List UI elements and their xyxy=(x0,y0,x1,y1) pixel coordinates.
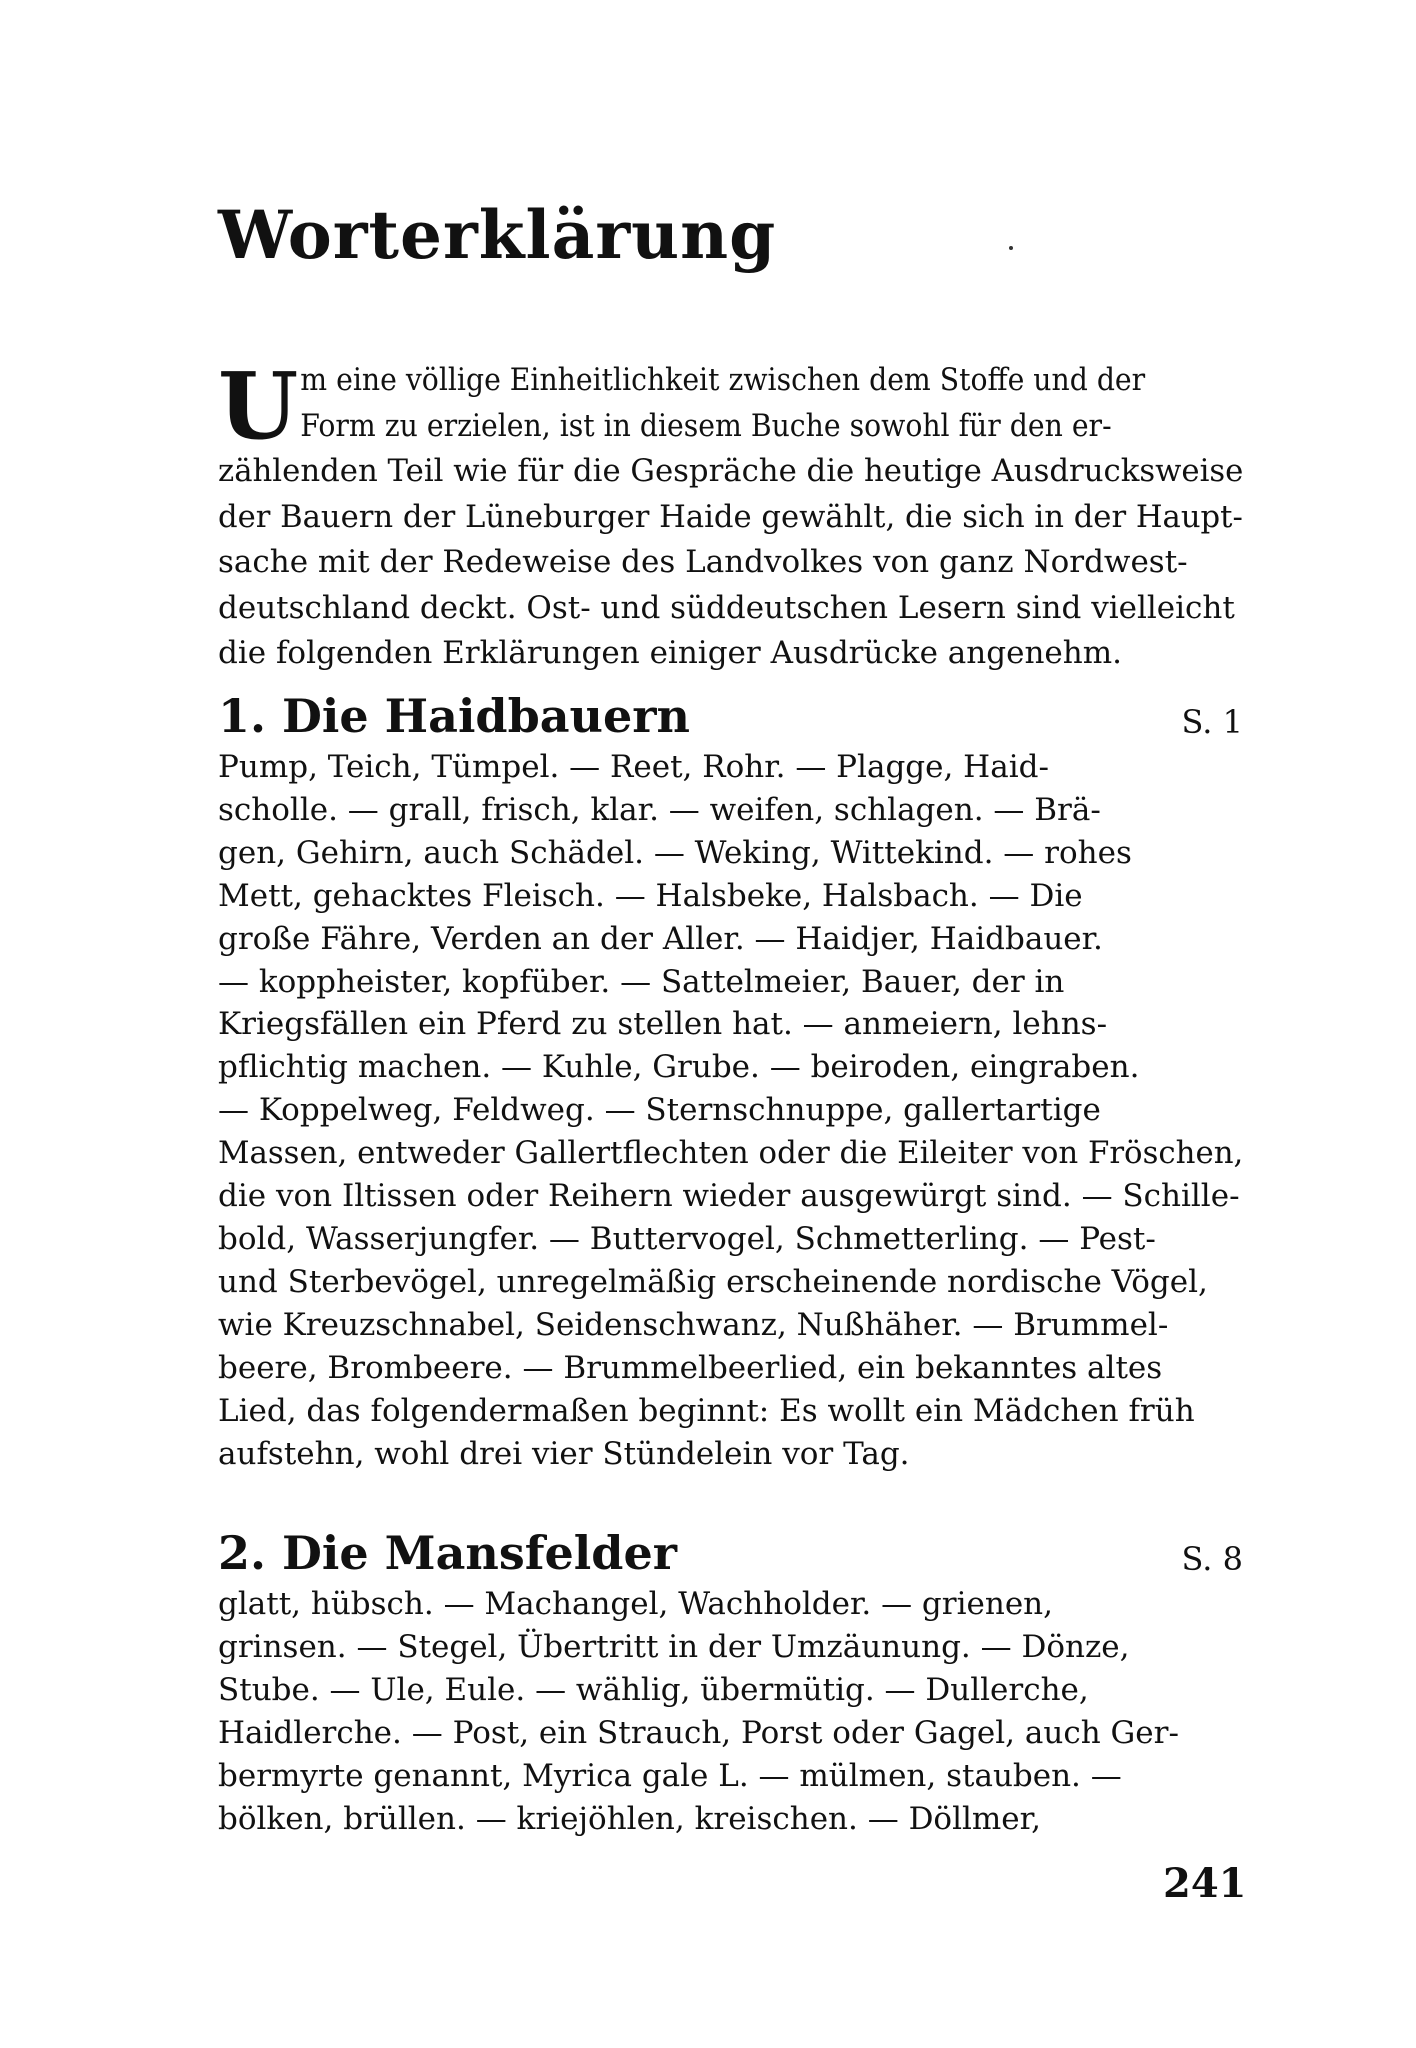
section-page-ref: S. 8 xyxy=(1181,1540,1243,1578)
drop-cap: U xyxy=(218,352,299,460)
intro-line: zählenden Teil wie für die Gespräche die heutige Ausdrucksweise xyxy=(218,453,1244,489)
glossary-line: große Fähre, Verden an der Aller. — Haidjer, Haidbauer. xyxy=(218,920,1103,957)
section-title: 1. Die Haidbauern xyxy=(218,689,690,743)
glossary-line: Lied, das folgendermaßen beginnt: Es wollt ein Mädchen früh xyxy=(218,1392,1195,1429)
page-number: 241 xyxy=(1163,1860,1247,1907)
section-title: 2. Die Mansfelder xyxy=(218,1526,677,1580)
glossary-line: pflichtig machen. — Kuhle, Grube. — beiroden, eingraben. xyxy=(218,1049,1140,1086)
intro-line: die folgenden Erklärungen einiger Ausdrücke angenehm. xyxy=(218,635,1122,671)
glossary-haidbauern xyxy=(218,746,1243,1475)
section-heading-haidbauern xyxy=(218,683,1243,743)
glossary-line: beere, Brombeere. — Brummelbeerlied, ein bekanntes altes xyxy=(218,1349,1163,1386)
glossary-line: wie Kreuzschnabel, Seidenschwanz, Nußhäher. — Brummel- xyxy=(218,1306,1169,1343)
glossary-line: Mett, gehacktes Fleisch. — Halsbeke, Halsbach. — Die xyxy=(218,877,1083,914)
glossary-line: bermyrte genannt, Myrica gale L. — mülmen, stauben. — xyxy=(218,1757,1122,1794)
glossary-line: Stube. — Ule, Eule. — wählig, übermütig. — Dullerche, xyxy=(218,1671,1089,1708)
section-page-ref: S. 1 xyxy=(1181,703,1243,741)
glossary-line: Massen, entweder Gallertflechten oder die Eileiter von Fröschen, xyxy=(218,1135,1244,1172)
page-title: Worterklärung xyxy=(218,196,777,274)
glossary-line: bold, Wasserjungfer. — Buttervogel, Schmetterling. — Pest- xyxy=(218,1220,1156,1257)
glossary-line: grinsen. — Stegel, Übertritt in der Umzäunung. — Dönze, xyxy=(218,1628,1130,1665)
glossary-line: Haidlerche. — Post, ein Strauch, Porst oder Gagel, auch Ger- xyxy=(218,1714,1179,1751)
glossary-line: Kriegsfällen ein Pferd zu stellen hat. — anmeiern, lehns- xyxy=(218,1006,1108,1043)
glossary-line: — koppheister, kopfüber. — Sattelmeier, Bauer, der in xyxy=(218,963,1065,1000)
intro-line: sache mit der Redeweise des Landvolkes von ganz Nordwest- xyxy=(218,544,1188,580)
intro-line: der Bauern der Lüneburger Haide gewählt, die sich in der Haupt- xyxy=(218,498,1243,535)
glossary-mansfelder xyxy=(218,1583,1243,1840)
glossary-line: die von Iltissen oder Reihern wieder ausgewürgt sind. — Schille- xyxy=(218,1178,1240,1215)
intro-line: m eine völlige Einheitlichkeit zwischen dem Stoffe und der xyxy=(300,362,1146,398)
intro-line: Form zu erzielen, ist in diesem Buche sowohl für den er- xyxy=(300,407,1112,444)
intro-line: deutschland deckt. Ost- und süddeutschen Lesern sind vielleicht xyxy=(218,589,1235,626)
glossary-line: glatt, hübsch. — Machangel, Wachholder. — grienen, xyxy=(218,1586,1053,1622)
section-heading-mansfelder xyxy=(218,1520,1243,1580)
intro-paragraph xyxy=(218,352,1244,677)
glossary-line: scholle. — grall, frisch, klar. — weifen, schlagen. — Brä- xyxy=(218,791,1101,828)
glossary-line: bölken, brüllen. — kriejöhlen, kreischen. — Döllmer, xyxy=(218,1800,1041,1837)
glossary-line: und Sterbevögel, unregelmäßig erscheinende nordische Vögel, xyxy=(218,1263,1208,1300)
glossary-line: — Koppelweg, Feldweg. — Sternschnuppe, gallertartige xyxy=(218,1092,1101,1129)
glossary-line: Pump, Teich, Tümpel. — Reet, Rohr. — Plagge, Haid- xyxy=(218,749,1049,785)
glossary-line: aufstehn, wohl drei vier Stündelein vor Tag. xyxy=(218,1435,910,1472)
glossary-line: gen, Gehirn, auch Schädel. — Weking, Wittekind. — rohes xyxy=(218,834,1132,871)
print-speck xyxy=(1009,246,1013,250)
